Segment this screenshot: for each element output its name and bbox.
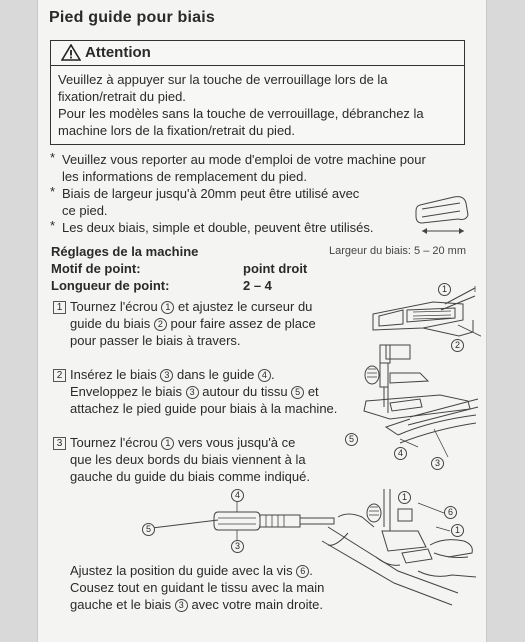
step-text: Tournez l'écrou [70, 299, 158, 314]
step-line [53, 434, 353, 451]
step-line [53, 298, 353, 315]
note-bullet: * [50, 184, 56, 199]
step-number: 1 [53, 301, 66, 314]
note-line: les informations de remplacement du pied. [62, 169, 307, 184]
step-line [53, 366, 383, 383]
step-text: Insérez le biais [70, 367, 157, 382]
ref-circle: 5 [291, 386, 304, 399]
step-text: . [309, 563, 313, 578]
length-value: 2 – 4 [243, 278, 272, 293]
step-line [53, 383, 383, 400]
attention-text [51, 66, 464, 139]
step-line [70, 562, 390, 579]
ref-circle: 2 [154, 318, 167, 331]
step-text: pour faire assez de place [170, 316, 316, 331]
settings-heading-row [51, 243, 466, 260]
callout-3: 3 [231, 540, 244, 553]
attention-box [50, 40, 465, 145]
notes-list [50, 151, 470, 236]
settings-row-motif [51, 260, 466, 277]
length-label: Longueur de point: [51, 278, 170, 293]
step-text: gauche et le biais [70, 597, 172, 612]
note-item [50, 219, 470, 236]
bias-tape-illustration [414, 183, 476, 238]
ref-circle: 1 [161, 301, 174, 314]
attention-header [51, 41, 464, 66]
callout-4: 4 [394, 447, 407, 460]
page-title: Pied guide pour biais [49, 9, 215, 26]
callout-4: 4 [231, 489, 244, 502]
step-line: attachez le pied guide pour biais à la machine. [70, 401, 338, 416]
callout-1: 1 [438, 283, 451, 296]
note-line: ce pied. [62, 203, 108, 218]
callout-1: 1 [451, 524, 464, 537]
note-item [50, 151, 470, 185]
ref-circle: 1 [161, 437, 174, 450]
step-text: Enveloppez le biais [70, 384, 183, 399]
step-text: . [270, 367, 275, 382]
warning-triangle-icon [61, 44, 81, 61]
note-line: Biais de largeur jusqu'à 20mm peut être utilisé avec [62, 186, 360, 201]
foot-illustration-1 [363, 280, 481, 352]
settings-heading: Réglages de la machine [51, 244, 199, 259]
motif-value: point droit [243, 261, 308, 276]
foot-illustration-2 [350, 343, 480, 468]
ref-circle: 3 [175, 599, 188, 612]
motif-label: Motif de point: [51, 261, 141, 276]
callout-1: 1 [398, 491, 411, 504]
attention-line: Pour les modèles sans la touche de verrouillage, débranchez la [58, 106, 424, 121]
step-text: autour du tissu [202, 384, 288, 399]
instruction-page [38, 0, 486, 642]
note-bullet: * [50, 150, 56, 165]
callout-2: 2 [451, 339, 464, 352]
note-line: Les deux biais, simple et double, peuvent être utilisés. [62, 220, 374, 235]
step-line [53, 315, 353, 332]
attention-line: machine lors de la fixation/retrait du pied. [58, 123, 296, 138]
step-text: dans le guide [176, 367, 255, 382]
step-text: avec votre main droite. [191, 597, 323, 612]
step-line: gauche du guide du biais comme indiqué. [70, 469, 310, 484]
step-line [70, 596, 390, 613]
ref-circle: 3 [186, 386, 199, 399]
final-instructions [70, 562, 390, 613]
step-text: et ajustez le curseur du [178, 299, 313, 314]
step-3 [53, 434, 353, 485]
note-line: Veuillez vous reporter au mode d'emploi de votre machine pour [62, 152, 426, 167]
note-bullet: * [50, 218, 56, 233]
callout-5: 5 [142, 523, 155, 536]
step-line: pour passer le biais à travers. [70, 333, 241, 348]
step-number: 2 [53, 369, 66, 382]
note-item [50, 185, 397, 219]
step-2 [53, 366, 383, 417]
step-line: que les deux bords du biais viennent à la [70, 452, 306, 467]
attention-title: Attention [85, 44, 151, 61]
attention-line: Veuillez à appuyer sur la touche de verrouillage lors de la [58, 72, 388, 87]
ref-circle: 4 [258, 369, 271, 382]
callout-5: 5 [345, 433, 358, 446]
callout-6: 6 [444, 506, 457, 519]
ref-circle: 6 [296, 565, 309, 578]
callout-3: 3 [431, 457, 444, 470]
step-number: 3 [53, 437, 66, 450]
step-text: Ajustez la position du guide avec la vis [70, 563, 293, 578]
step-text: Tournez l'écrou [70, 435, 158, 450]
step-1 [53, 298, 353, 349]
step-text: guide du biais [70, 316, 151, 331]
step-line: Cousez tout en guidant le tissu avec la main [70, 580, 325, 595]
step-text: vers vous jusqu'à ce [178, 435, 296, 450]
bias-width-range: Largeur du biais: 5 – 20 mm [329, 245, 466, 257]
attention-line: fixation/retrait du pied. [58, 89, 186, 104]
ref-circle: 3 [160, 369, 173, 382]
step-text: et [307, 384, 319, 399]
